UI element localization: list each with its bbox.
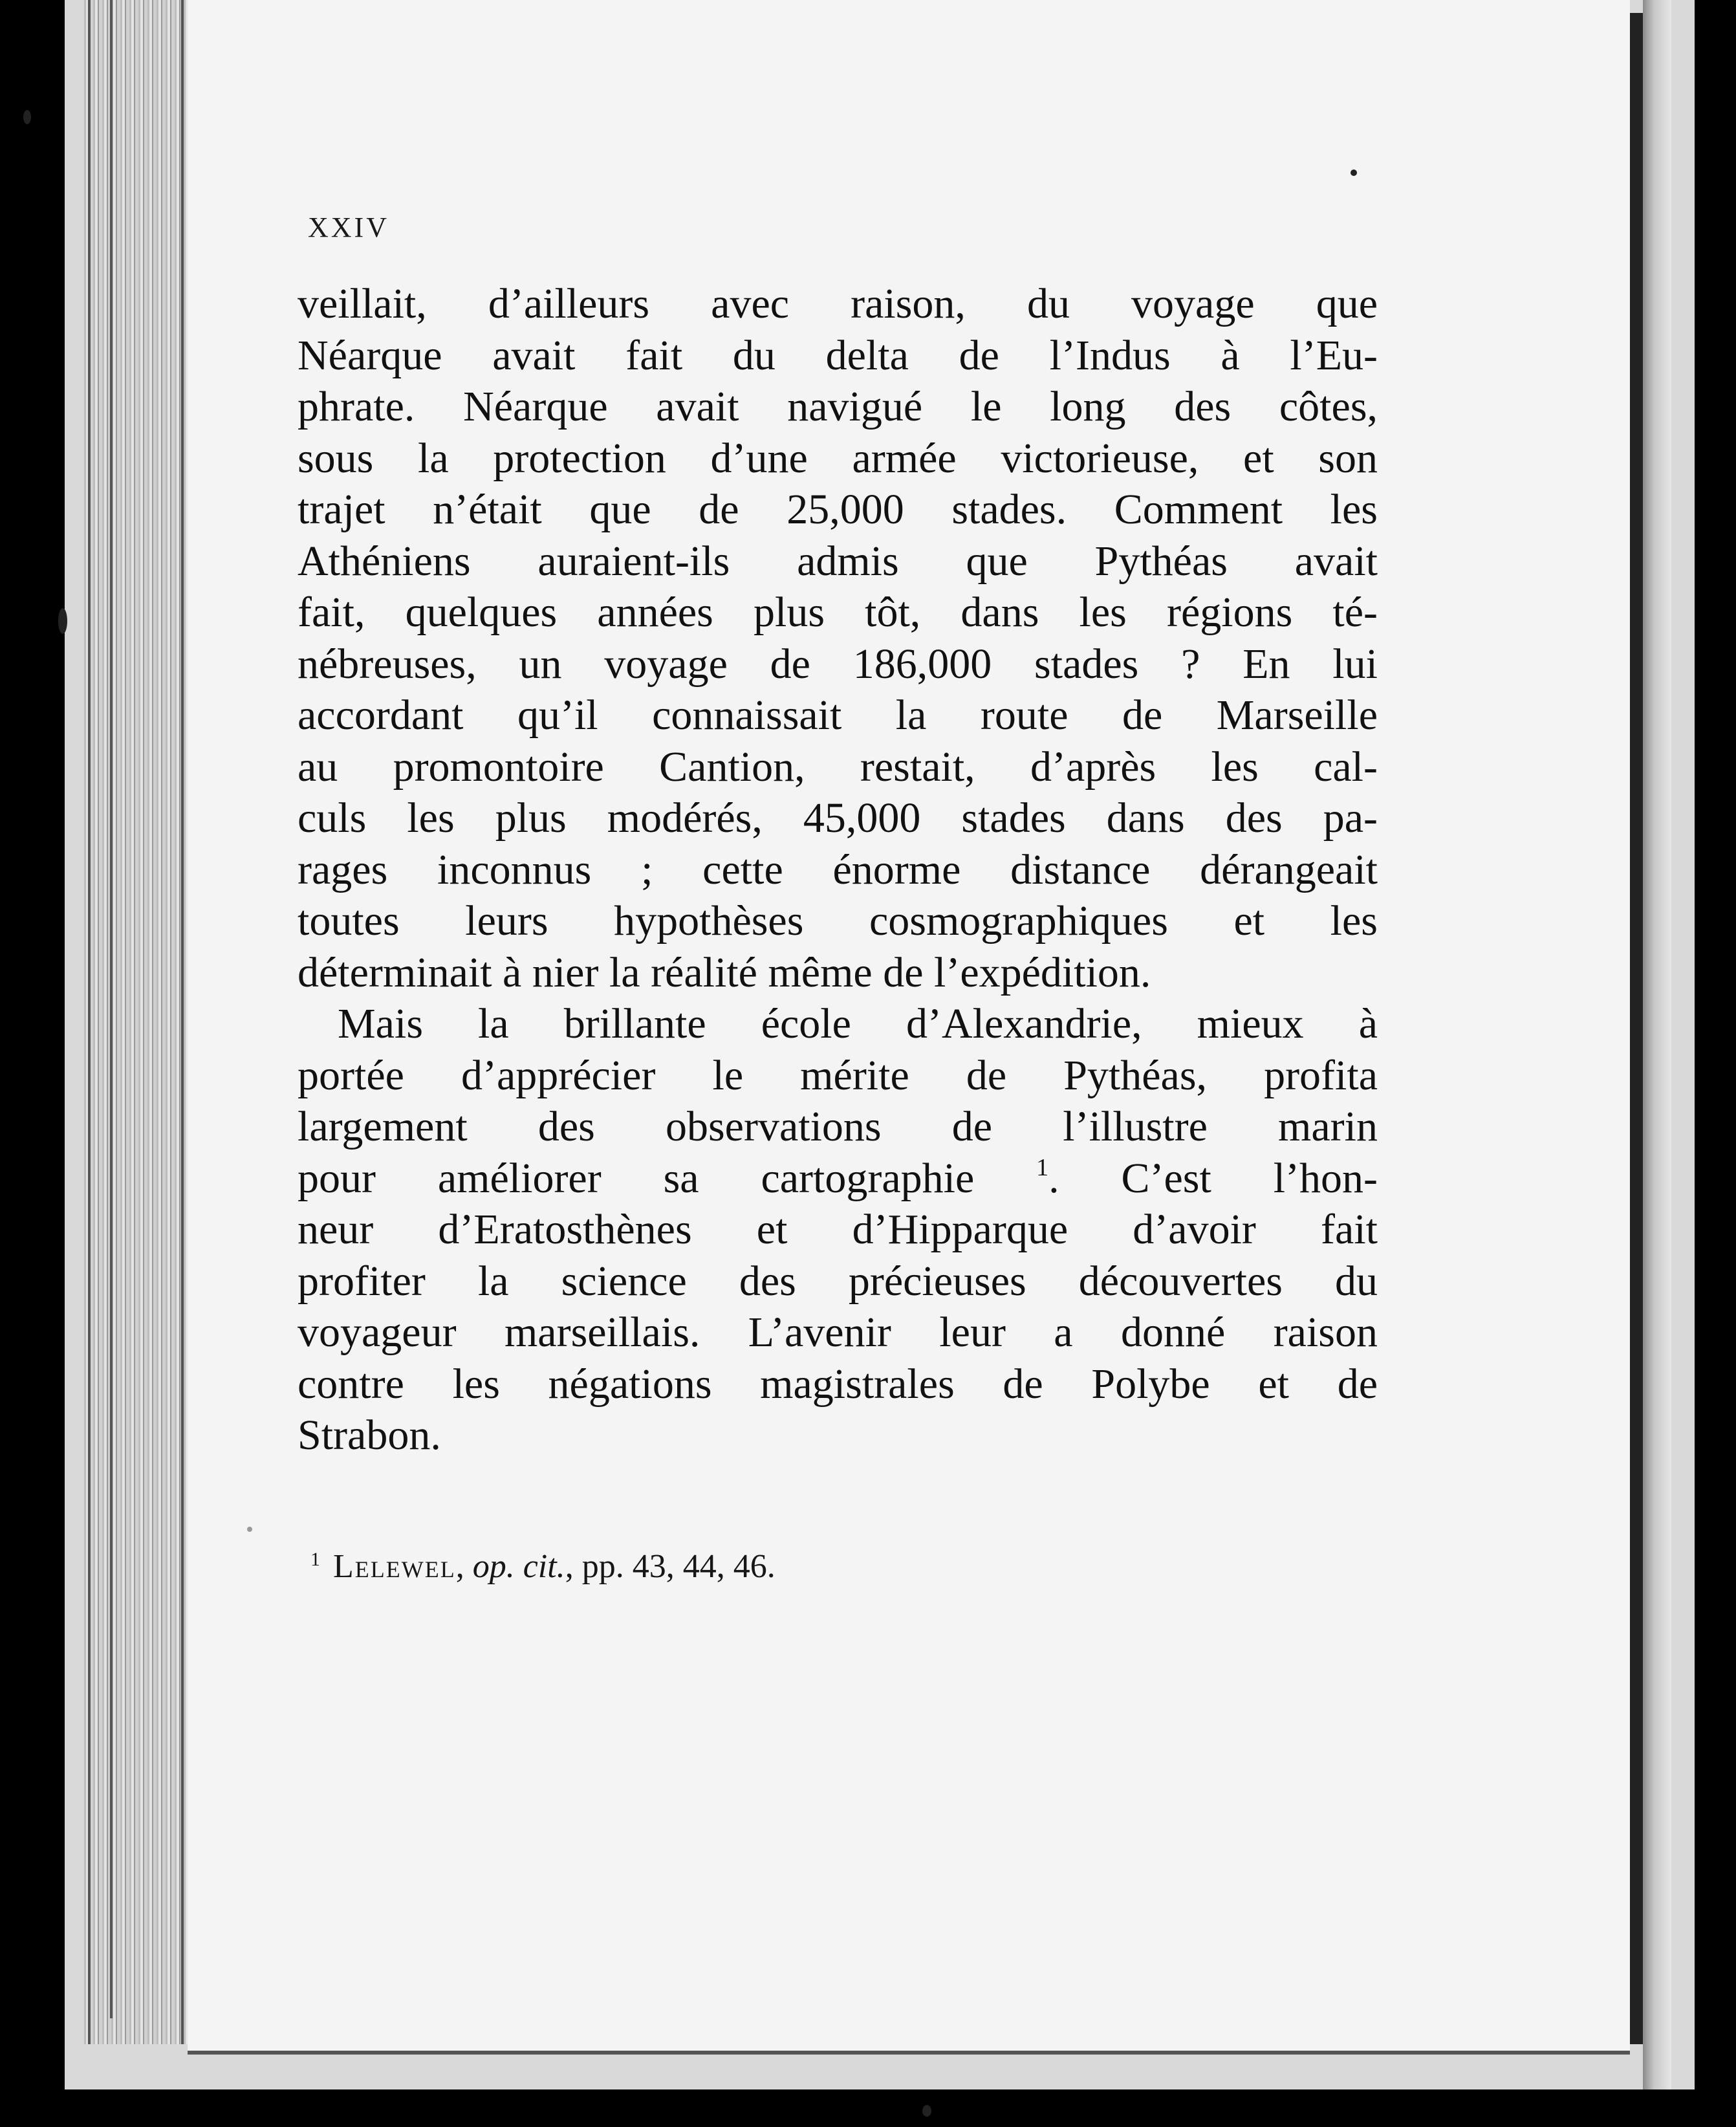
text-line: accordant qu’il connaissait la route de Marseille [298,692,1378,739]
edge-line [88,0,91,2044]
text-line: culs les plus modérés, 45,000 stades dans des pa- [298,794,1378,842]
binding-shadow [1630,13,1643,2044]
footnote [310,1547,1216,1586]
text-line: Néarque avait fait du delta de l’Indus à l’Eu- [298,331,1378,379]
text-line: toutes leurs hypothèses cosmographiques et les [298,897,1378,944]
binding-edge [1643,0,1671,2089]
scan-speck [58,608,67,634]
text-line: neur d’Eratosthènes et d’Hipparque d’avoir fait [298,1206,1378,1253]
text-line: déterminait à nier la réalité même de l’expédition. [298,948,1151,996]
text-line: contre les négations magistrales de Polybe et de [298,1360,1378,1408]
scan-speck [23,110,31,124]
text-line: profiter la science des précieuses découvertes du [298,1257,1378,1305]
text-line: sous la protection d’une armée victorieuse, et son [298,434,1378,482]
text-line: largement des observations de l’illustre marin [298,1103,1378,1150]
text-line: rages inconnus ; cette énorme distance dérangeait [298,845,1378,893]
footnote-reference: 1 [1036,1153,1049,1181]
body-text [298,278,1378,1461]
scan-speck [922,2105,931,2117]
scan-speck [1351,169,1357,176]
text-line: fait, quelques années plus tôt, dans les régions té- [298,589,1378,636]
footnote-mark: 1 [310,1549,320,1570]
footnote-separator: , [455,1548,473,1585]
text-line: voyageur marseillais. L’avenir leur a donné raison [298,1309,1378,1356]
text-line: Strabon. [298,1412,441,1459]
text-line: veillait, d’ailleurs avec raison, du voyage que [298,280,1378,327]
page-edges [84,0,194,2044]
text-line: phrate. Néarque avait navigué le long des côtes, [298,383,1378,430]
text-line: au promontoire Cantion, restait, d’après les cal- [298,743,1378,791]
text-line: trajet n’était que de 25,000 stades. Comment les [298,486,1378,533]
text-line: Athéniens auraient-ils admis que Pythéas avait [298,537,1378,585]
footnote-work: op. cit. [472,1548,565,1585]
scan-speck [247,1527,252,1532]
text-fragment: . C’est l’hon- [1048,1154,1378,1202]
edge-line [110,0,113,2018]
text-line: portée d’apprécier le mérite de Pythéas, profita [298,1051,1378,1099]
text-line: Mais la brillante école d’Alexandrie, mieux à [338,1000,1378,1047]
edge-line [181,0,184,2044]
text-fragment: pour améliorer sa cartographie [298,1154,975,1202]
footnote-pages: , pp. 43, 44, 46. [565,1548,776,1585]
text-line-with-footnote [298,1153,1378,1205]
text-line: nébreuses, un voyage de 186,000 stades ? En lui [298,640,1378,688]
page-number: XXIV [308,212,389,243]
footnote-author: Lelewel [333,1548,456,1585]
